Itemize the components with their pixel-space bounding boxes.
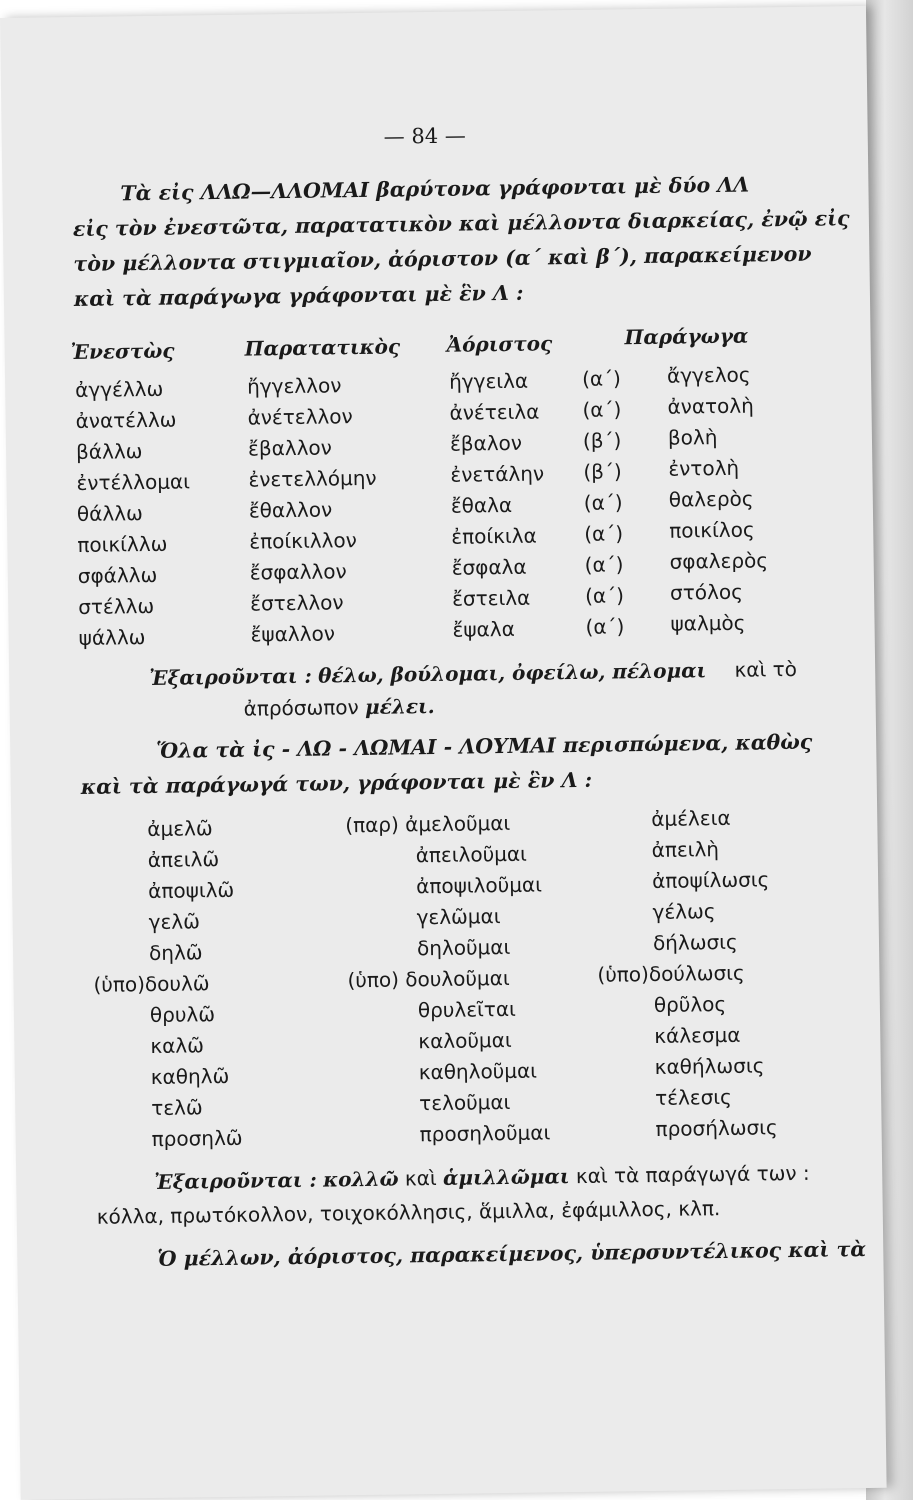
table-cell: θαλερὸς [668,486,754,512]
table-cell: ἔψαλα [452,616,515,642]
exception-line-3 [154,1161,810,1194]
table-cell: βάλλω [75,439,143,464]
table-cell: (β΄) [582,428,622,453]
table-cell: ἔθαλλον [248,497,333,523]
table-cell: (ὑπο) δουλοῦμαι [347,965,510,993]
exception-text: κόλλα, πρωτόκολλον, τοιχοκόλλησις, ἅμιλλα, ἐφάμιλλος, κλπ. [96,1196,721,1229]
table-cell: γελῶμαι [416,904,501,930]
table-cell: ἀπειλῶ [147,847,220,873]
table-cell: θρῦλος [653,991,727,1017]
table-cell: προσήλωσις [655,1115,778,1141]
exception-word: κολλῶ [322,1166,399,1192]
table-cell: ἔθαλα [450,492,513,518]
table-cell: θάλλω [76,501,143,526]
table-cell: δηλοῦμαι [416,934,511,961]
exception-word: ἁμιλλῶμαι [442,1164,570,1190]
table-cell: ἔψαλλον [250,621,336,647]
table-cell: ἤγγελλον [247,373,342,399]
table-cell: ἀπειλοῦμαι [415,841,528,868]
table-cell: ἀνατολὴ [667,393,754,419]
table-cell: (παρ) ἀμελοῦμαι [345,810,511,838]
table-cell: ψαλμὸς [670,610,746,636]
table-cell: ἀποψίλωσις [651,867,770,893]
column-header-imperfect: Παρατατικὸς [244,334,401,361]
exception-label: Ἐξαιροῦνται : [149,663,312,690]
table-cell: καθήλωσις [654,1053,765,1079]
exception-conj: καὶ τὸ [734,656,798,682]
table-cell: (α΄) [582,397,622,422]
exception-words: θέλω, βούλομαι, ὀφείλω, πέλομαι [317,658,707,688]
table-cell: ἐνετάλην [450,461,545,487]
table-cell: σφαλερὸς [669,548,769,574]
table-cell: ἔβαλλον [247,435,333,461]
exception-line [149,657,797,690]
table-cell: ἐποίκιλα [451,523,537,549]
table-cell: δηλῶ [148,940,203,966]
intro2-line: Ὅλα τὰ ἰς - ΛΩ - ΛΩΜΑΙ - ΛΟΥΜΑΙ περισπώμενα, καθὼς [156,729,813,763]
book-page [0,6,887,1500]
table-cell: ἔστελλον [250,590,344,616]
table-cell: (α΄) [584,521,624,546]
table-cell: τελοῦμαι [419,1089,511,1116]
table-cell: τέλεσις [654,1084,732,1110]
table-cell: γέλως [652,899,716,924]
table-cell: (α΄) [584,583,625,608]
table-cell: ἀνατέλλω [75,407,177,433]
table-cell: προσηλῶ [151,1125,243,1151]
table-cell: θρυλῶ [149,1002,216,1028]
table-cell: γελῶ [148,909,201,935]
exception-label: Ἐξαιροῦνται : [154,1167,317,1194]
table-cell: ἐντολὴ [668,455,740,481]
table-cell: (α΄) [583,490,623,515]
table-cell: ἀνέτελλον [247,404,353,430]
table-cell: (ὑπο)δουλῶ [93,971,210,997]
intro-line: Τὰ εἰς ΛΛΩ—ΛΛΟΜΑΙ βαρύτονα γράφονται μὲ δύο ΛΛ [120,172,750,206]
table-cell: ἐποίκιλλον [249,528,357,554]
table-cell: ἔστειλα [451,585,531,611]
intro-paragraph-2 [80,724,851,805]
table-cell: ἔσφαλα [451,554,527,580]
intro-line: εἰς τὸν ἐνεστῶτα, παρατατικὸν καὶ μέλλοντα διαρκείας, ἐνῷ εἰς [72,206,850,242]
table-cell: θρυλεῖται [417,996,516,1023]
table-cell: ποικίλλω [77,531,168,557]
table-cell: ἤγγειλα [448,368,529,394]
exception-word: μέλει. [364,693,435,719]
column-header-present: Ἐνεστὼς [70,338,175,365]
table-cell: ἔσφαλλον [249,559,347,585]
table-cell: ψάλλω [78,625,146,650]
exception-plain: ἀπρόσωπον [243,695,359,721]
table-cell: ἀμέλεια [651,805,731,831]
table-cell: βολὴ [667,425,718,450]
exception-text: καὶ [404,1166,437,1191]
table-cell: ἀποψιλῶ [148,877,235,904]
table-cell: καθηλοῦμαι [418,1058,538,1085]
table-cell: ἐντέλλομαι [76,469,191,495]
page-number: — 84 — [383,123,466,149]
table-cell: ἀμελῶ [147,816,213,842]
intro-line: καὶ τὰ παράγωγα γράφονται μὲ ἓν Λ : [73,280,524,311]
column-header-derivatives: Παράγωγα [624,323,749,350]
table-cell: κάλεσμα [654,1022,741,1048]
table-cell: σφάλλω [77,562,158,588]
table-cell: στόλος [669,579,744,605]
table-cell: (β΄) [583,459,622,484]
intro-line: τὸν μέλλοντα στιγμιαῖον, ἀόριστον (α΄ καὶ β΄), παρακείμενον [73,241,812,276]
table-cell: δήλωσις [652,929,738,955]
table-cell: ἐνετελλόμην [248,465,377,492]
table-cell: ἀπειλὴ [651,837,720,862]
table-cell: ἄγγελος [666,362,751,388]
exception-line-4 [97,1196,721,1229]
exception-text: καὶ τὰ παράγωγά των : [575,1160,810,1189]
table-cell: (α΄) [585,614,625,639]
intro2-line: καὶ τὰ παράγωγά των, γράφονται μὲ ἓν Λ : [80,767,593,799]
exception-line-2 [243,694,434,721]
table-cell: ποικίλος [669,517,755,543]
table-cell: καλῶ [150,1033,205,1058]
table-cell: (ὑπο)δούλωσις [597,960,745,987]
table-cell: καλοῦμαι [418,1027,512,1054]
table-cell: προσηλοῦμαι [419,1120,551,1147]
table-cell: ἀγγέλλω [75,376,164,402]
last-line-text: Ὁ μέλλων, ἀόριστος, παρακείμενος, ὑπερσυντέλικος καὶ τὰ [157,1237,867,1271]
table-cell: ἀποψιλοῦμαι [415,872,543,899]
table-cell: στέλλω [78,593,155,619]
table-cell: (α΄) [584,552,624,577]
table-cell: τελῶ [151,1095,203,1120]
table-cell: καθηλῶ [150,1063,230,1089]
intro-paragraph [72,166,850,317]
table-cell: ἔβαλον [449,430,523,456]
table-cell: ἀνέτειλα [449,399,540,425]
last-line [157,1231,913,1277]
table-cell: (α΄) [581,366,622,391]
column-header-aorist: Ἀόριστος [446,331,553,357]
